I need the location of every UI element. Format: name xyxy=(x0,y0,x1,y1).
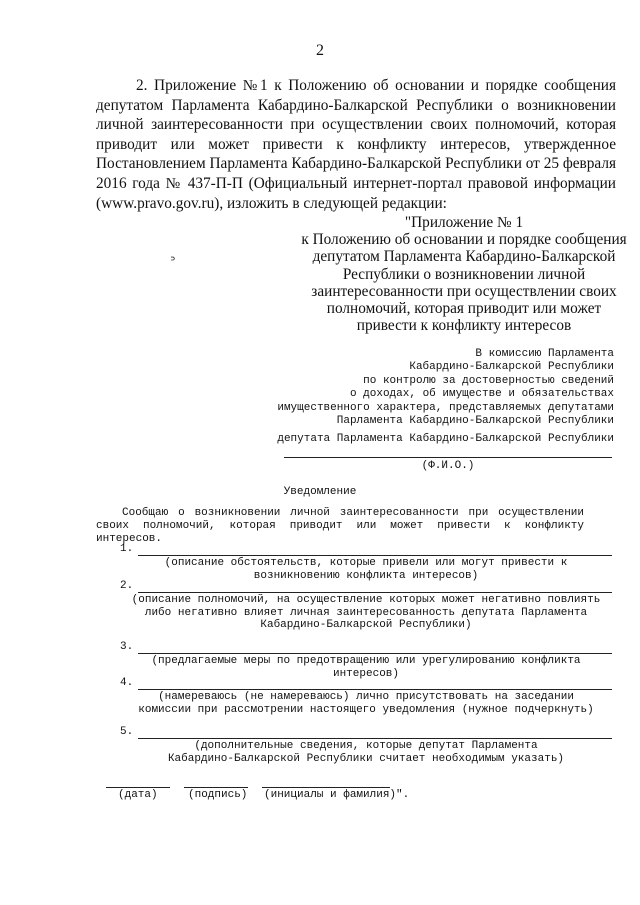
stray-mark: ᐣ xyxy=(170,255,176,270)
addressee-line: Парламента Кабардино-Балкарской Республики xyxy=(336,415,614,428)
item-3-field-line[interactable] xyxy=(138,653,612,654)
signature-field-line[interactable] xyxy=(184,787,248,788)
item-2-caption xyxy=(120,594,612,632)
item-5-field-line[interactable] xyxy=(138,738,612,739)
item-4-field-line[interactable] xyxy=(138,689,612,690)
addressee-line: В комиссию Парламента xyxy=(475,348,614,360)
intro-paragraph xyxy=(96,76,616,213)
item-number: 2. xyxy=(120,580,134,592)
appendix-header xyxy=(300,214,628,334)
caption-line: (предлагаемые меры по предотвращению или урегулированию конфликта xyxy=(151,655,581,667)
notice-title: Уведомление xyxy=(283,486,357,498)
item-number: 1. xyxy=(120,543,134,555)
addressee-line: Кабардино-Балкарской Республики xyxy=(409,361,614,374)
caption-line: (намереваюсь (не намереваюсь) лично присутствовать на заседании xyxy=(158,691,574,703)
fio-caption: (Ф.И.О.) xyxy=(421,460,475,472)
addressee-block xyxy=(277,348,614,428)
item-number: 3. xyxy=(120,641,134,653)
caption-line: интересов) xyxy=(332,667,399,680)
addressee-line: имущественного характера, представляемых депутатами xyxy=(277,401,614,414)
addressee-line: о доходах, об имуществе и обязательствах xyxy=(349,388,614,401)
name-field-line[interactable] xyxy=(262,787,390,788)
item-5-caption xyxy=(120,740,612,765)
date-field-line[interactable] xyxy=(106,787,170,788)
caption-line: Кабардино-Балкарской Республики считает необходимым указать) xyxy=(167,752,565,765)
addressee-line: по контролю за достоверностью сведений xyxy=(363,374,614,387)
appendix-line: полномочий, которая приводит или может xyxy=(326,300,602,318)
fio-field-line[interactable] xyxy=(284,457,612,458)
caption-line: возникновению конфликта интересов) xyxy=(253,569,479,582)
item-1-caption xyxy=(120,557,612,582)
deputy-line: депутата Парламента Кабардино-Балкарской Республики xyxy=(277,433,614,445)
intro-text: 2. Приложение №1 к Положению об основании и порядке сообщения депутатом Парламента Кабардино-Балкарской Республики о возникновении личной заинтересованности при осуществлении своих полномочий, которая приводит или может привести к конфликту интересов, утвержденное Постановлением Парламента Кабардино-Балкарской Республики от 25 февраля 2016 года № 437-П-П (Официальный интернет-портал правовой информации (www.pravo.gov.ru), изложить в следующей редакции: xyxy=(96,77,616,212)
item-4-caption xyxy=(120,691,612,716)
item-number: 4. xyxy=(120,677,134,689)
item-3-caption xyxy=(120,655,612,680)
caption-line: (описание обстоятельств, которые привели или могут привести к xyxy=(164,557,568,569)
name-caption: (инициалы и фамилия)". xyxy=(264,789,410,801)
appendix-line: "Приложение № 1 xyxy=(404,214,524,231)
caption-line: комиссии при рассмотрении настоящего уведомления (нужное подчеркнуть) xyxy=(138,703,594,716)
appendix-line: депутатом Парламента Кабардино-Балкарской xyxy=(312,248,616,266)
caption-line: либо негативно влияет личная заинтересованность депутата Парламента xyxy=(144,606,588,619)
notice-body-text: Сообщаю о возникновении личной заинтересованности при осуществлении своих полномочий, которая приводит или может привести к конфликту интересов. xyxy=(96,507,584,546)
notice-body xyxy=(96,507,584,547)
appendix-line: привести к конфликту интересов xyxy=(356,317,572,335)
caption-line: (описание полномочий, на осуществление которых может негативно повлиять xyxy=(131,594,601,606)
page-number: 2 xyxy=(316,42,324,59)
caption-line: (дополнительные сведения, которые депутат Парламента xyxy=(194,740,538,752)
item-1-field-line[interactable] xyxy=(138,555,612,556)
item-number: 5. xyxy=(120,726,134,738)
appendix-line: заинтересованности при осуществлении своих xyxy=(311,282,617,300)
signature-caption: (подпись) xyxy=(188,789,248,801)
appendix-line: к Положению об основании и порядке сообщения xyxy=(301,231,627,249)
appendix-line: Республики о возникновении личной xyxy=(342,265,586,283)
date-caption: (дата) xyxy=(118,789,158,801)
item-2-field-line[interactable] xyxy=(138,592,612,593)
caption-line: Кабардино-Балкарской Республики) xyxy=(260,619,472,632)
